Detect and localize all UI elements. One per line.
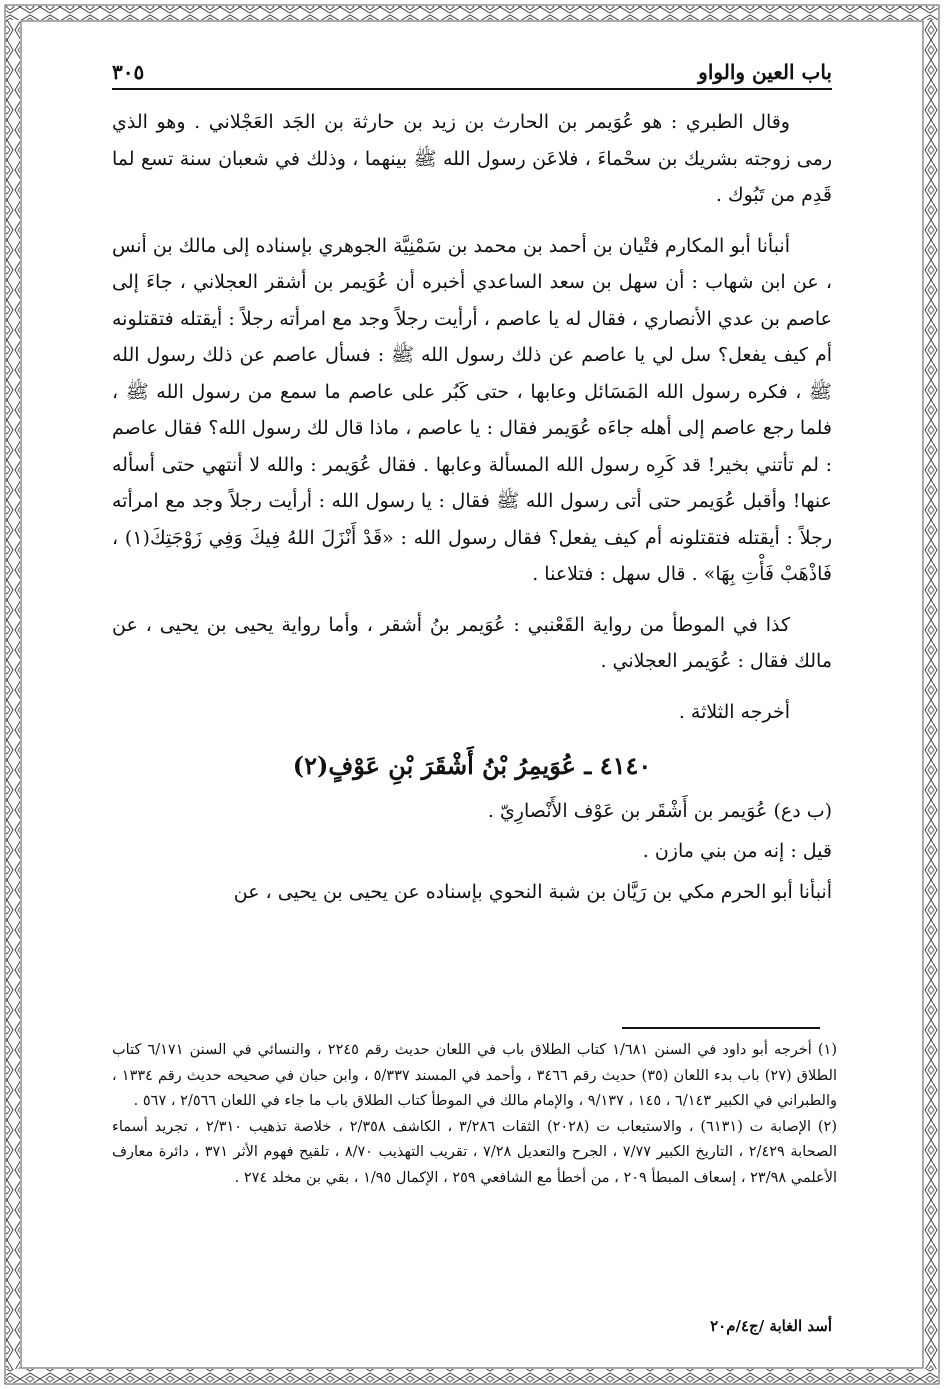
paragraph: أنبأنا أبو المكارم فتْيان بن أحمد بن محمد بن سَمْنِيَّة الجوهري بإسناده إلى مالك بن أنس ، عن ابن شهاب : أن سهل بن سعد الساعدي أخبره أن عُوَيمر بن أشقر العجلاني ، جاءَ إلى عاصم بن عدي الأنصاري ، فقال له يا عاصم ، أرأيت رجلاً وجد مع امرأته رجلاً : أيقتله فتقتلونه أم كيف يفعل؟ سل لي يا عاصم عن ذلك رسول الله ﷺ : فسأل عاصم عن ذلك رسول الله ﷺ ، فكره رسول الله المَسَائل وعابها ، حتى كَبُر على عاصم ما سمع من رسول الله ﷺ ، فلما رجع عاصم إلى أهله جاءَه عُوَيمر فقال : يا عاصم ، ماذا قال لك رسول الله؟ فقال عاصم : لم تأتني بخير! قد كَرِه رسول الله المسألة وعابها . فقال عُوَيمر : والله لا أنتهي حتى أسأله عنها! وأقبل عُوَيمر حتى أتى رسول الله ﷺ فقال : يا رسول الله : أرأيت رجلاً وجد مع امرأته رجلاً : أيقتله فتقتلونه أم كيف يفعل؟ فقال رسول الله : «قَدْ أَنْزَلَ اللهُ فِيكَ وَفِي زَوْجَتِكَ(١) ، فَاذْهَبْ فَأْتِ بِهَا» . قال سهل : فتلاعنا . <box>112 234 833 585</box>
footnote: (١) أخرجه أبو داود في السنن ١/٦٨١ كتاب الطلاق باب في اللعان حديث رقم ٢٢٤٥ ، والنسائي في السنن ٦/١٧١ كتاب الطلاق (٢٧) باب بدء اللعان (٣٥) حديث رقم ٣٤٦٦ ، وأحمد في المسند ٥/٣٣٧ ، وابن حبان في صحيحه حديث رقم ١٣٣٤ ، والطبراني في الكبير ٦/١٤٣ ، ١٤٥ ، ٩/١٣٧ ، والإمام مالك في الموطأ كتاب الطلاق باب ما جاء في اللعان ٢/٥٦٦ ، ٥٦٧ . <box>112 1042 838 1109</box>
paragraph: وقال الطبري : هو عُوَيمر بن الحارث بن زيد بن حارثة بن الجَد العَجْلاني . وهو الذي رمى زوجته بشريك بن سحْماءَ ، فلاعَن رسول الله ﷺ بينهما ، وذلك في شعبان سنة تسع لما قَدِم من تَبُوك . <box>112 111 832 206</box>
main-text <box>112 104 832 914</box>
page-signature: أسد الغابة /ج٤/م٢٠ <box>710 1317 832 1335</box>
entry-heading: ٤١٤٠ ـ عُوَيمِرُ بْنُ أَشْقَرَ بْنِ عَوْفٍ(٢) <box>292 751 652 780</box>
entry-line: (ب دع) عُوَيمر بن أَشْقَر بن عَوْف الأَنْصارِيّ . <box>487 799 832 822</box>
running-title: باب العين والواو <box>698 60 832 84</box>
entry-line: قيل : إنه من بني مازن . <box>642 840 832 862</box>
page-header <box>112 58 832 90</box>
footnotes <box>112 1038 837 1191</box>
paragraph: أخرجه الثلاثة . <box>678 700 790 723</box>
footnote: (٢) الإصابة ت (٦١٣١) ، والاستيعاب ت (٢٠٢٨) الثقات ٣/٢٨٦ ، الكاشف ٢/٣٥٨ ، خلاصة تذهيب ٢/٣١٠ ، تجريد أسماء الصحابة ٢/٤٢٩ ، التاريخ الكبير ٧/٧٧ ، الجرح والتعديل ٧/٢٨ ، تقريب التهذيب ٨/٧٠ ، تلقيح فهوم الأثر ٣٧١ ، دائرة معارف الأعلمي ٢٣/٩٨ ، إسعاف المبطأ ٢٠٩ ، من أخطأ مع الشافعي ٢٥٩ ، الإكمال ١/٩٥ ، بقي بن مخلد ٢٧٤ . <box>112 1118 838 1186</box>
footnote-separator <box>622 1027 820 1029</box>
page-number: ٣٠٥ <box>112 60 145 84</box>
paragraph: كذا في الموطأ من رواية القَعْنبي : عُوَيمر بنُ أشقر ، وأما رواية يحيى بن يحيى ، عن مالك فقال : عُوَيمر العجلاني . <box>112 613 832 672</box>
entry-line: أنبأنا أبو الحرم مكي بن رَيَّان بن شبة النحوي بإسناده عن يحيى بن يحيى ، عن <box>233 880 832 903</box>
